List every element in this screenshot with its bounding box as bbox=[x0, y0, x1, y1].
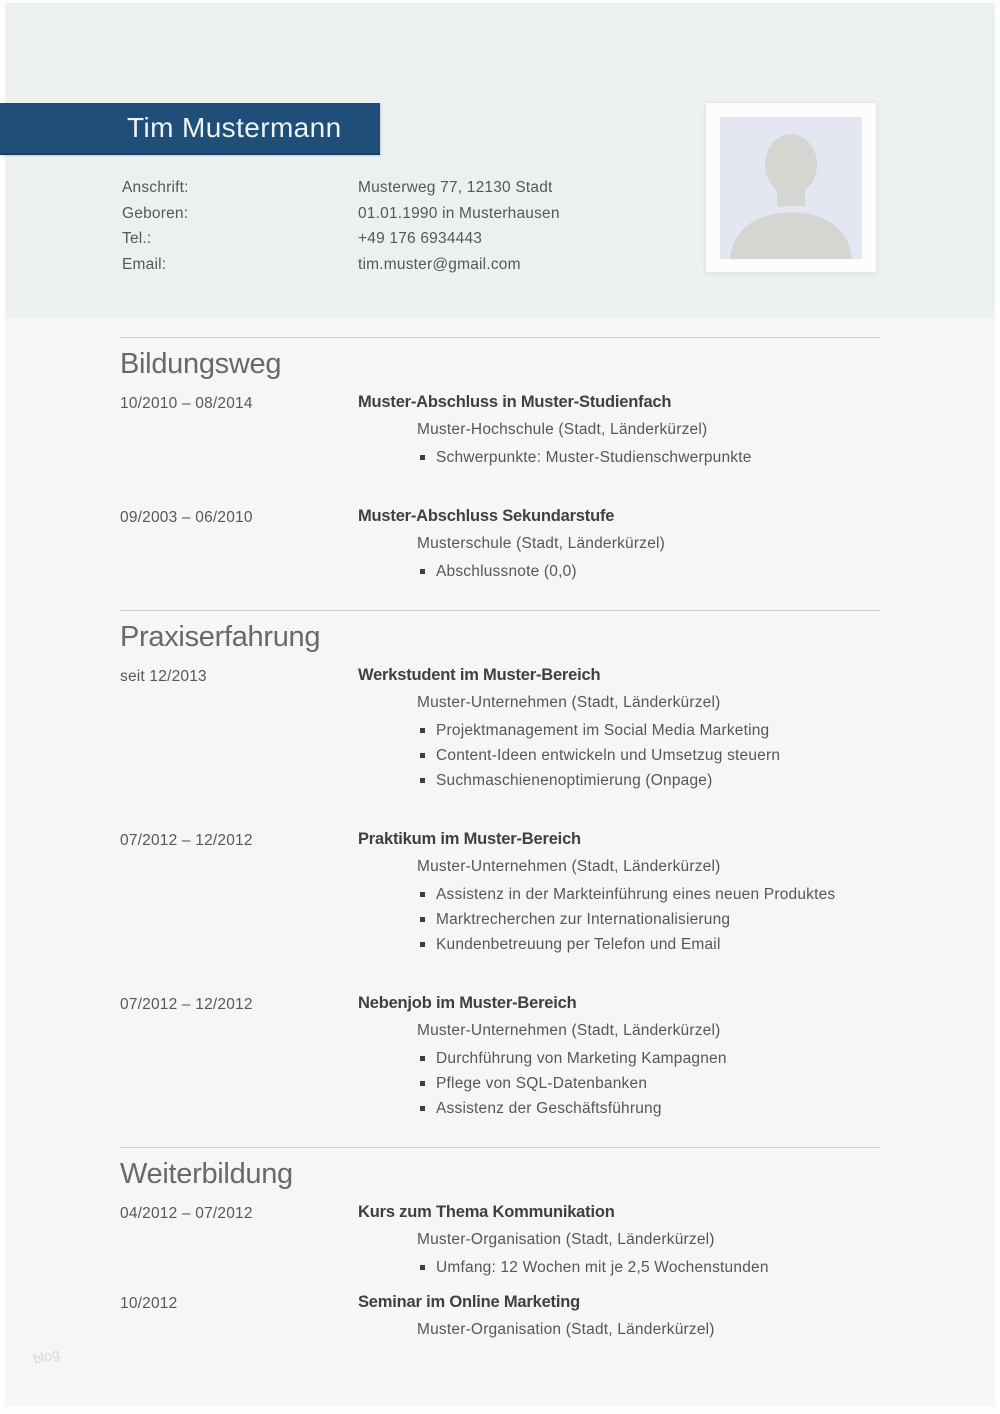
entry-bullet bbox=[358, 882, 880, 907]
entry-title: Seminar im Online Marketing bbox=[358, 1293, 580, 1311]
bullet-square-icon bbox=[420, 942, 425, 947]
entry-date: seit 12/2013 bbox=[120, 668, 207, 685]
entry-bullet-list bbox=[358, 882, 880, 957]
entry-title: Werkstudent im Muster-Bereich bbox=[358, 666, 601, 684]
bullet-square-icon bbox=[420, 1265, 425, 1270]
contact-value: Musterweg 77, 12130 Stadt bbox=[358, 179, 553, 196]
cv-entry bbox=[120, 392, 880, 470]
cv-entry bbox=[120, 829, 880, 957]
bullet-square-icon bbox=[420, 1106, 425, 1111]
entry-organization: Muster-Unternehmen (Stadt, Länderkürzel) bbox=[417, 1022, 721, 1039]
section-weiterbildung bbox=[120, 1147, 880, 1340]
contact-label: Email: bbox=[122, 255, 167, 273]
entry-date: 09/2003 – 06/2010 bbox=[120, 509, 253, 526]
entry-content bbox=[358, 1202, 880, 1280]
bullet-text: Assistenz der Geschäftsführung bbox=[436, 1100, 662, 1117]
entry-organization: Muster-Organisation (Stadt, Länderkürzel) bbox=[417, 1231, 715, 1248]
entry-bullet bbox=[358, 559, 880, 584]
entry-bullet bbox=[358, 768, 880, 793]
entry-date: 07/2012 – 12/2012 bbox=[120, 996, 253, 1013]
cv-canvas bbox=[5, 3, 995, 1406]
bullet-text: Projektmanagement im Social Media Marketing bbox=[436, 722, 770, 739]
entry-bullet bbox=[358, 718, 880, 743]
photo-frame bbox=[705, 102, 877, 273]
contact-label: Geboren: bbox=[122, 204, 189, 222]
entry-bullet-list bbox=[358, 1255, 880, 1280]
entry-organization: Muster-Unternehmen (Stadt, Länderkürzel) bbox=[417, 694, 721, 711]
cv-entry bbox=[120, 1202, 880, 1280]
cv-entry bbox=[120, 665, 880, 793]
entry-content bbox=[358, 665, 880, 793]
entry-date: 04/2012 – 07/2012 bbox=[120, 1205, 253, 1222]
profile-photo-placeholder bbox=[720, 117, 862, 259]
cv-header bbox=[5, 3, 995, 318]
contact-value: tim.muster@gmail.com bbox=[358, 255, 521, 273]
entry-content bbox=[358, 506, 880, 584]
bullet-square-icon bbox=[420, 917, 425, 922]
section-praxiserfahrung bbox=[120, 610, 880, 1121]
section-entries bbox=[120, 392, 880, 584]
person-silhouette-icon bbox=[720, 117, 862, 259]
entry-title: Kurs zum Thema Kommunikation bbox=[358, 1203, 615, 1221]
bullet-square-icon bbox=[420, 569, 425, 574]
entry-organization: Muster-Unternehmen (Stadt, Länderkürzel) bbox=[417, 858, 721, 875]
cv-entry bbox=[120, 506, 880, 584]
section-entries bbox=[120, 1202, 880, 1340]
entry-content bbox=[358, 993, 880, 1121]
cv-entry bbox=[120, 1292, 880, 1340]
entry-bullet bbox=[358, 445, 880, 470]
entry-content bbox=[358, 392, 880, 470]
watermark: blog bbox=[31, 1345, 62, 1367]
bullet-square-icon bbox=[420, 455, 425, 460]
bullet-text: Schwerpunkte: Muster-Studienschwerpunkte bbox=[436, 449, 752, 466]
entry-bullet bbox=[358, 743, 880, 768]
bullet-text: Suchmaschienenoptimierung (Onpage) bbox=[436, 772, 713, 789]
entry-title: Muster-Abschluss Sekundarstufe bbox=[358, 507, 615, 525]
entry-content bbox=[358, 1292, 880, 1340]
name-band bbox=[0, 103, 380, 155]
bullet-text: Durchführung von Marketing Kampagnen bbox=[436, 1050, 727, 1067]
contact-label: Tel.: bbox=[122, 230, 152, 247]
entry-bullet bbox=[358, 932, 880, 957]
bullet-text: Marktrecherchen zur Internationalisierung bbox=[436, 911, 731, 928]
bullet-square-icon bbox=[420, 1056, 425, 1061]
entry-bullet bbox=[358, 907, 880, 932]
section-bildungsweg bbox=[120, 337, 880, 584]
entry-date: 10/2012 bbox=[120, 1295, 178, 1312]
bullet-text: Abschlussnote (0,0) bbox=[436, 563, 577, 580]
cv-body bbox=[5, 318, 995, 1340]
person-name: Tim Mustermann bbox=[127, 112, 342, 143]
section-title: Bildungsweg bbox=[120, 348, 282, 380]
entry-content bbox=[358, 829, 880, 957]
entry-organization: Muster-Organisation (Stadt, Länderkürzel) bbox=[417, 1321, 715, 1338]
entry-bullet bbox=[358, 1071, 880, 1096]
entry-bullet-list bbox=[358, 718, 880, 793]
bullet-square-icon bbox=[420, 728, 425, 733]
entry-bullet bbox=[358, 1046, 880, 1071]
contact-label: Anschrift: bbox=[122, 179, 189, 196]
entry-date: 07/2012 – 12/2012 bbox=[120, 832, 253, 849]
cv-sections bbox=[120, 337, 880, 1340]
entry-title: Praktikum im Muster-Bereich bbox=[358, 830, 581, 848]
entry-bullet-list bbox=[358, 445, 880, 470]
bullet-square-icon bbox=[420, 753, 425, 758]
contact-value: 01.01.1990 in Musterhausen bbox=[358, 204, 560, 222]
cv-entry bbox=[120, 993, 880, 1121]
entry-bullet bbox=[358, 1255, 880, 1280]
entry-bullet-list bbox=[358, 559, 880, 584]
entry-bullet-list bbox=[358, 1046, 880, 1121]
bullet-square-icon bbox=[420, 778, 425, 783]
bullet-square-icon bbox=[420, 1081, 425, 1086]
contact-value: +49 176 6934443 bbox=[358, 230, 483, 247]
bullet-text: Pflege von SQL-Datenbanken bbox=[436, 1075, 648, 1092]
entry-organization: Musterschule (Stadt, Länderkürzel) bbox=[417, 535, 666, 552]
section-entries bbox=[120, 665, 880, 1121]
entry-bullet bbox=[358, 1096, 880, 1121]
entry-organization: Muster-Hochschule (Stadt, Länderkürzel) bbox=[417, 421, 708, 438]
section-title: Praxiserfahrung bbox=[120, 621, 321, 653]
entry-title: Nebenjob im Muster-Bereich bbox=[358, 994, 577, 1012]
section-title: Weiterbildung bbox=[120, 1158, 293, 1190]
bullet-text: Assistenz in der Markteinführung eines neuen Produktes bbox=[436, 886, 836, 903]
bullet-square-icon bbox=[420, 892, 425, 897]
bullet-text: Umfang: 12 Wochen mit je 2,5 Wochenstunden bbox=[436, 1259, 769, 1276]
contact-info bbox=[122, 175, 560, 277]
entry-title: Muster-Abschluss in Muster-Studienfach bbox=[358, 393, 672, 411]
bullet-text: Content-Ideen entwickeln und Umsetzug steuern bbox=[436, 747, 781, 764]
entry-date: 10/2010 – 08/2014 bbox=[120, 395, 253, 412]
bullet-text: Kundenbetreuung per Telefon und Email bbox=[436, 936, 721, 953]
